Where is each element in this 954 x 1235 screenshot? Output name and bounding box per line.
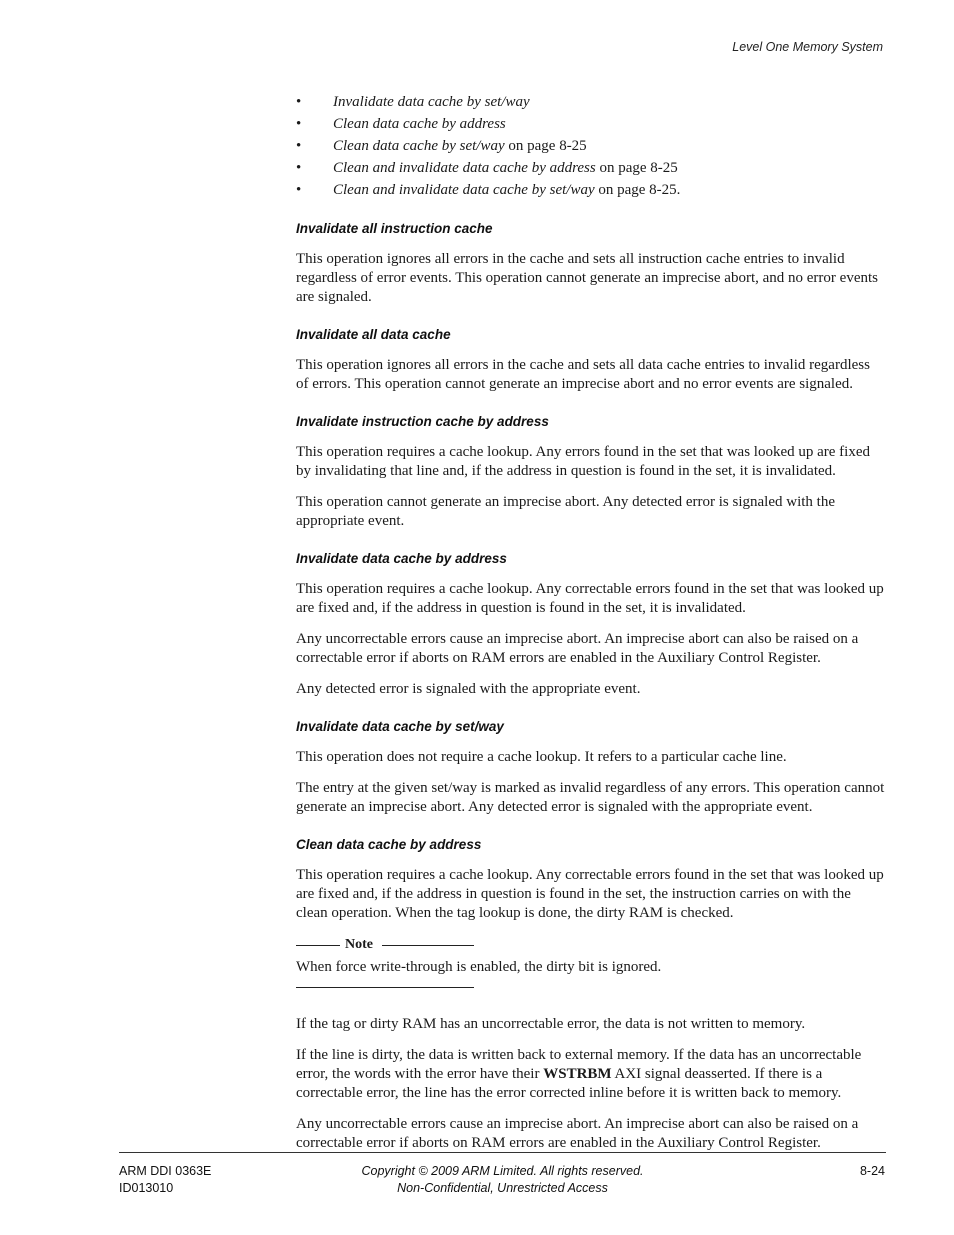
note-rule-bottom [296, 987, 474, 988]
section-heading-invalidate-instruction-cache-by-address: Invalidate instruction cache by address [296, 414, 549, 429]
paragraph: If the line is dirty, the data is written back to external memory. If the data has an uncorrectable error, the words with the error have their WSTRBM AXI signal deasserted. If there is a correctable error, the line has the error corrected inline before it is written back to memory. [296, 1047, 862, 1101]
paragraph: Any detected error is signaled with the appropriate event. [296, 681, 641, 697]
cross-reference-list [296, 91, 886, 201]
paragraph: This operation requires a cache lookup. Any correctable errors found in the set that was looked up are fixed and, if the address in question is found in the set, the instruction carries on with the clean operation. When the tag lookup is done, the dirty RAM is checked. [296, 867, 884, 921]
cross-reference-link[interactable]: Clean and invalidate data cache by address [333, 160, 596, 176]
copyright-text: Copyright © 2009 ARM Limited. All rights reserved. [361, 1164, 644, 1178]
footer-copyright [0, 1163, 954, 1197]
list-item: • Clean data cache by address [296, 116, 506, 132]
section-heading-clean-data-cache-by-address: Clean data cache by address [296, 837, 482, 852]
cross-reference-link[interactable]: Clean data cache by address [333, 116, 506, 132]
section-heading-invalidate-all-instruction-cache: Invalidate all instruction cache [296, 221, 493, 236]
page-number: 8-24 [859, 1164, 885, 1178]
paragraph: This operation cannot generate an imprecise abort. Any detected error is signaled with the appropriate event. [296, 494, 835, 529]
paragraph: Any uncorrectable errors cause an imprecise abort. An imprecise abort can also be raised on a correctable error if aborts on RAM errors are enabled in the Auxiliary Control Register. [296, 631, 859, 666]
confidentiality-text: Non-Confidential, Unrestricted Access [397, 1181, 608, 1195]
cross-reference-link[interactable]: Clean and invalidate data cache by set/way [333, 182, 595, 198]
paragraph: This operation ignores all errors in the cache and sets all data cache entries to invalid regardless of errors. This operation cannot generate an imprecise abort and no error events are signaled. [296, 357, 870, 392]
list-item: • Invalidate data cache by set/way [296, 94, 530, 110]
issue-id: ID013010 [119, 1181, 174, 1195]
note-label: Note [345, 937, 373, 952]
list-item: • Clean and invalidate data cache by set/way on page 8-25. [296, 182, 681, 198]
paragraph: This operation requires a cache lookup. Any correctable errors found in the set that was looked up are fixed and, if the address in question is found in the set, it is invalidated. [296, 581, 884, 616]
list-item: • Clean data cache by set/way on page 8-25 [296, 138, 587, 154]
cross-reference-link[interactable]: Invalidate data cache by set/way [333, 94, 530, 110]
doc-id: ARM DDI 0363E [119, 1164, 212, 1178]
paragraph: Any uncorrectable errors cause an imprecise abort. An imprecise abort can also be raised on a correctable error if aborts on RAM errors are enabled in the Auxiliary Control Register. [296, 1116, 859, 1151]
paragraph: This operation ignores all errors in the cache and sets all instruction cache entries to invalid regardless of error events. This operation cannot generate an imprecise abort, and no error events are signaled. [296, 251, 878, 305]
note-rule-left [296, 945, 340, 946]
footer-divider [119, 1152, 886, 1153]
paragraph: This operation requires a cache lookup. Any errors found in the set that was looked up are fixed by invalidating that line and, if the address in question is found in the set, it is invalidated. [296, 444, 870, 479]
section-heading-invalidate-data-cache-by-set-way: Invalidate data cache by set/way [296, 719, 504, 734]
paragraph: If the tag or dirty RAM has an uncorrectable error, the data is not written to memory. [296, 1016, 806, 1032]
section-heading-invalidate-data-cache-by-address: Invalidate data cache by address [296, 551, 507, 566]
signal-name: WSTRBM [543, 1066, 612, 1082]
document-body [296, 91, 886, 1165]
cross-reference-link[interactable]: Clean data cache by set/way [333, 138, 505, 154]
paragraph: The entry at the given set/way is marked as invalid regardless of any errors. This operation cannot generate an imprecise abort. Any detected error is signaled with the appropriate event. [296, 780, 885, 815]
note-header [296, 937, 474, 953]
note-rule-right [382, 945, 474, 946]
note-text: When force write-through is enabled, the dirty bit is ignored. [296, 959, 662, 975]
paragraph: This operation does not require a cache lookup. It refers to a particular cache line. [296, 749, 787, 765]
list-item: • Clean and invalidate data cache by address on page 8-25 [296, 160, 678, 176]
section-heading-invalidate-all-data-cache: Invalidate all data cache [296, 327, 451, 342]
running-header-title: Level One Memory System [732, 40, 883, 54]
